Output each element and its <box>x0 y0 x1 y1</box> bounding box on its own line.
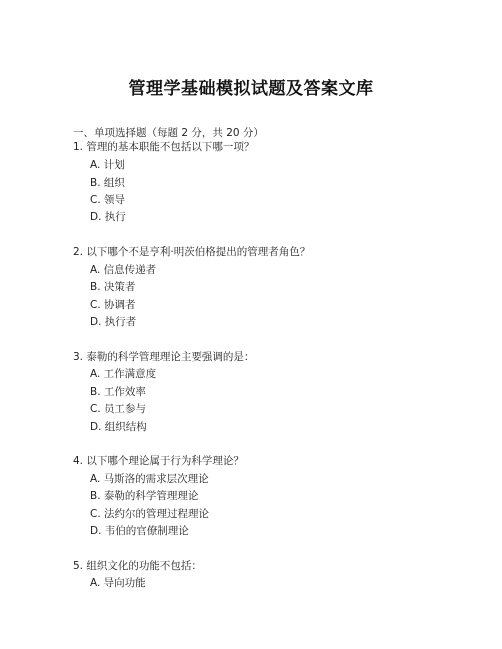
question-3-option-a: A. 工作满意度 <box>90 368 157 380</box>
question-3-option-c: C. 员工参与 <box>90 403 147 415</box>
question-4-option-c: C. 法约尔的管理过程理论 <box>90 508 210 520</box>
question-3: 3. 泰勒的科学管理理论主要强调的是： <box>73 351 255 363</box>
question-2-option-b: B. 决策者 <box>90 281 136 293</box>
question-1-option-a: A. 计划 <box>90 159 125 171</box>
question-1-option-d: D. 执行 <box>90 211 126 223</box>
question-4-option-b: B. 泰勒的科学管理理论 <box>90 490 199 502</box>
question-3-option-d: D. 组织结构 <box>90 421 147 433</box>
question-5-option-a: A. 导向功能 <box>90 577 146 589</box>
page-title: 管理学基础模拟试题及答案文库 <box>128 79 374 99</box>
section-heading: 一、单项选择题（每题 2 分，共 20 分） <box>73 127 264 139</box>
question-4-option-a: A. 马斯洛的需求层次理论 <box>90 473 209 485</box>
question-3-option-b: B. 工作效率 <box>90 386 146 398</box>
question-2-option-c: C. 协调者 <box>90 299 136 311</box>
question-2-option-a: A. 信息传递者 <box>90 264 157 276</box>
question-4: 4. 以下哪个理论属于行为科学理论？ <box>73 455 244 467</box>
question-2: 2. 以下哪个不是亨利·明茨伯格提出的管理者角色？ <box>73 246 311 258</box>
question-5: 5. 组织文化的功能不包括： <box>73 560 202 572</box>
question-4-option-d: D. 韦伯的官僚制理论 <box>90 525 189 537</box>
question-1-option-c: C. 领导 <box>90 194 126 206</box>
question-1-option-b: B. 组织 <box>90 177 125 189</box>
question-2-option-d: D. 执行者 <box>90 316 137 328</box>
question-1: 1. 管理的基本职能不包括以下哪一项？ <box>73 141 255 153</box>
